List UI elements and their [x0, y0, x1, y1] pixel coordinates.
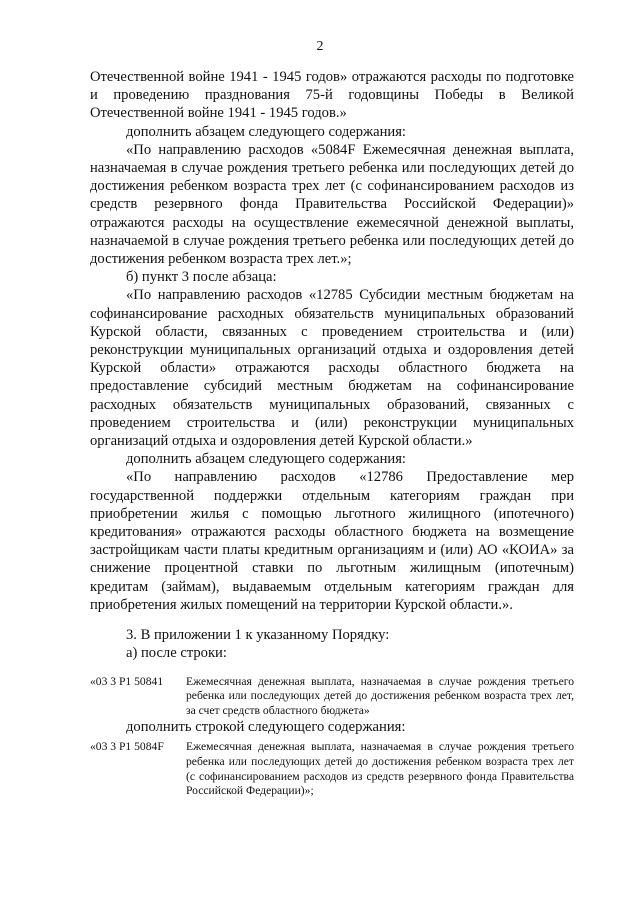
- paragraph: б) пункт 3 после абзаца:: [126, 269, 277, 286]
- classification-row: [90, 740, 574, 798]
- row-code: «03 3 P1 50841: [90, 674, 164, 688]
- page-number: 2: [316, 39, 324, 54]
- paragraph: «По направлению расходов «12785 Субсидии местным бюджетам на софинансирование расходных обязательств муниципальных образований Курской области, связанных с проведением строительства и (или) реконструкции муниципальных организаций отдыха и оздоровления детей Курской области» отражаются расходы областного бюджета на предоставление субсидий местным бюджетам на софинансирование расходных обязательств муниципальных образований, связанных с проведением строительства и (или) реконструкции муниципальных организаций отдыха и оздоровления детей Курской области.»: [90, 287, 574, 450]
- paragraph: дополнить абзацем следующего содержания:: [126, 451, 406, 468]
- paragraph: дополнить абзацем следующего содержания:: [126, 123, 406, 140]
- row-code: «03 3 P1 5084F: [90, 740, 164, 754]
- classification-row: [90, 675, 574, 719]
- paragraph: дополнить строкой следующего содержания:: [126, 719, 406, 736]
- paragraph: 3. В приложении 1 к указанному Порядку:: [126, 627, 390, 644]
- paragraph: а) после строки:: [126, 645, 227, 662]
- row-description: Ежемесячная денежная выплата, назначаемая в случае рождения третьего ребенка или последующих детей до достижения ребенком возраста трех лет (с софинансированием расходов из средств резервного фонда Правительства Российской Федерации)»;: [186, 740, 574, 798]
- paragraph: Отечественной войне 1941 - 1945 годов» отражаются расходы по подготовке и проведению празднования 75-й годовщины Победы в Великой Отечественной войне 1941 - 1945 годов.»: [90, 69, 574, 122]
- row-description: Ежемесячная денежная выплата, назначаемая в случае рождения третьего ребенка или последующих детей до достижения ребенком возраста трех лет, за счет средств областного бюджета»: [186, 674, 574, 717]
- paragraph: «По направлению расходов «12786 Предоставление мер государственной поддержки отдельным категориям граждан при приобретении жилья с помощью льготного жилищного (ипотечного) кредитования» отражаются расходы областного бюджета на возмещение застройщикам части платы кредитным организациям и (или) АО «КОИА» за снижение процентной ставки по льготным жилищным (ипотечным) кредитам (займам), выдаваемым отдельным категориям граждан для приобретения жилых помещений на территории Курской области.».: [90, 469, 574, 613]
- document-body: [90, 68, 574, 799]
- paragraph: «По направлению расходов «5084F Ежемесячная денежная выплата, назначаемая в случае рождения третьего ребенка или последующих детей до достижения ребенком возраста трех лет (с софинансированием расходов из средств резервного фонда Правительства Российской Федерации)» отражаются расходы на осуществление ежемесячной денежной выплаты, назначаемой в случае рождения третьего ребенка или последующих детей до достижения ребенком возраста трех лет.»;: [90, 141, 574, 268]
